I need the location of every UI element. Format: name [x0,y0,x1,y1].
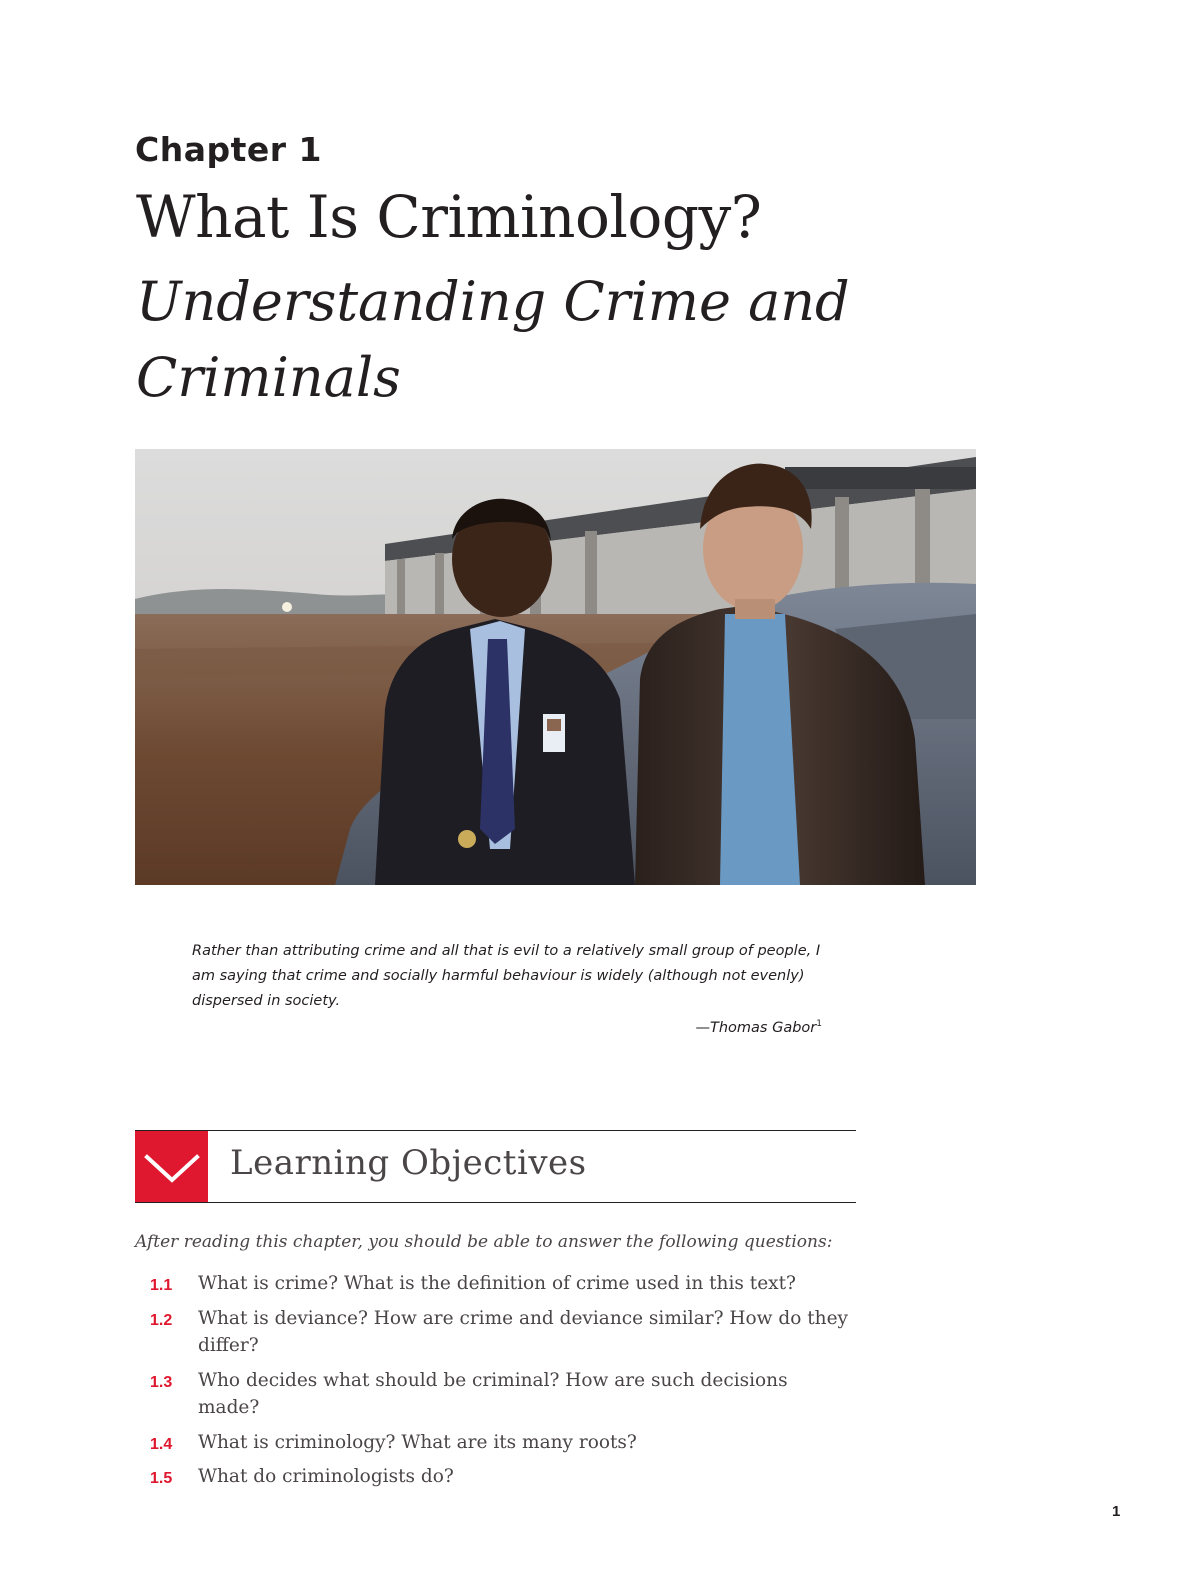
objectives-heading: Learning Objectives [230,1143,587,1183]
attribution-name: —Thomas Gabor [695,1019,817,1036]
chapter-title: What Is Criminology? [136,183,762,251]
objective-item [150,1270,850,1299]
chevron-down-icon [135,1131,208,1203]
epigraph-quote: Rather than attributing crime and all that is evil to a relatively small group of people, I am saying that crime and socially harmful behaviour is widely (although not evenly) dispersed in society. [192,943,821,1009]
chapter-label: Chapter 1 [135,130,322,169]
footnote-marker: 1 [816,1019,822,1029]
objective-text: What is criminology? What are its many roots? [198,1432,637,1453]
objective-item [150,1367,850,1421]
objective-text: What is crime? What is the definition of crime used in this text? [198,1273,796,1294]
chapter-subtitle: Understanding Crime and Criminals [136,270,850,409]
objectives-icon-box [135,1131,208,1203]
objectives-rule-bottom [135,1202,856,1203]
objective-number: 1.2 [150,1312,173,1329]
objective-item [150,1463,850,1492]
objective-item [150,1429,850,1458]
objective-number: 1.4 [150,1436,173,1453]
objective-text: Who decides what should be criminal? How are such decisions made? [198,1370,788,1418]
objective-text: What do criminologists do? [198,1466,454,1487]
chapter-opening-photo [135,449,976,885]
objectives-rule-top [135,1130,856,1131]
objective-number: 1.5 [150,1470,173,1487]
epigraph-attribution [560,1019,822,1036]
objective-number: 1.1 [150,1277,173,1294]
objectives-intro: After reading this chapter, you should be able to answer the following questions: [135,1232,833,1252]
objective-number: 1.3 [150,1374,173,1391]
objective-item [150,1305,850,1359]
objective-text: What is deviance? How are crime and deviance similar? How do they differ? [198,1308,848,1356]
page-number: 1 [1112,1503,1121,1520]
